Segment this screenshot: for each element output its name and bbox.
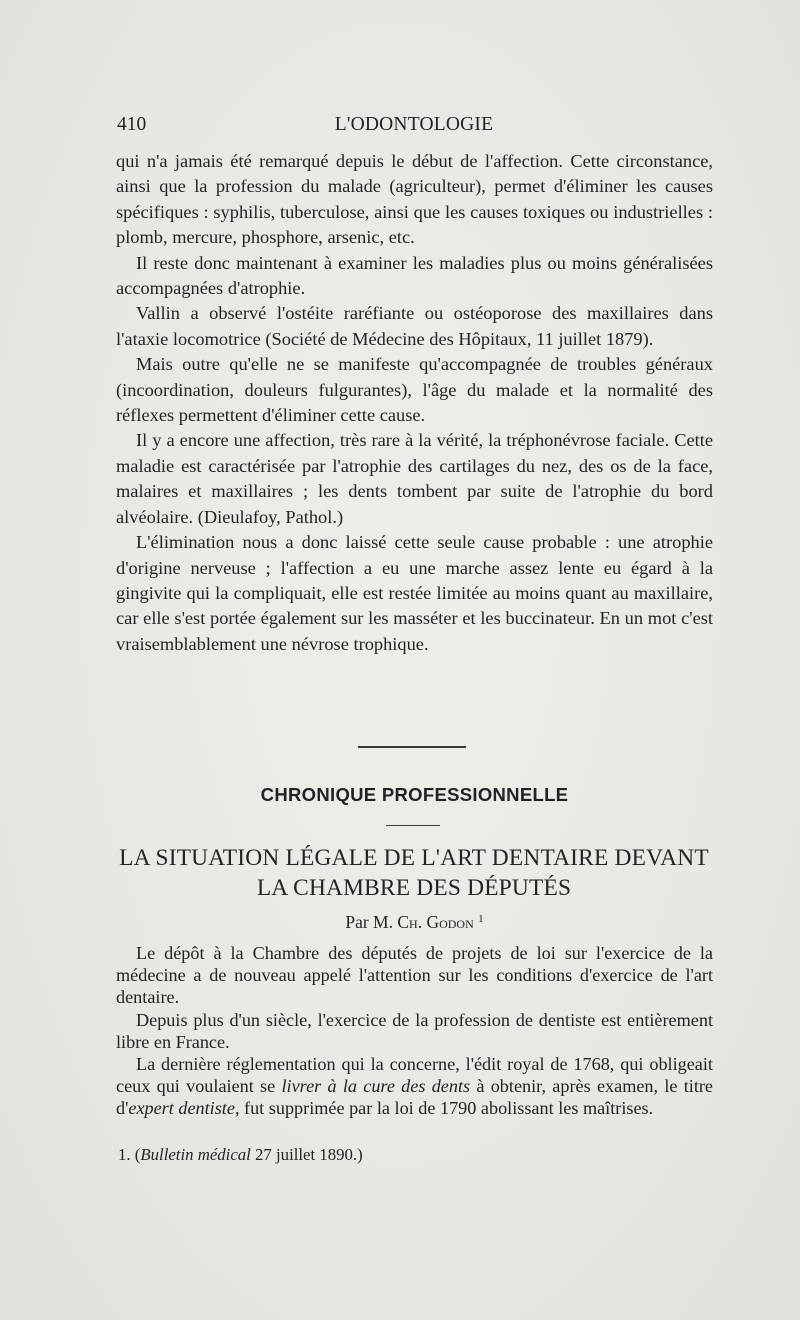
- paragraph: Le dépôt à la Chambre des députés de projets de loi sur l'exercice de la médecine a de nouveau appelé l'attention sur les conditions d'exercice de l'art dentaire.: [116, 943, 713, 1008]
- text-run: La dernière réglementation qui la concerne, l'édit royal de 1768, qui obligeait ceux qui voulaient se: [116, 1054, 713, 1097]
- text-run: à obtenir, après examen, le titre d': [116, 1076, 714, 1119]
- section-heading: CHRONIQUE PROFESSIONNELLE: [260, 784, 569, 805]
- section-divider: [358, 746, 466, 748]
- author-name: Ch. Godon: [397, 912, 474, 932]
- footnote-date: 27 juillet 1890.): [250, 1145, 363, 1164]
- article-title-line-2: LA CHAMBRE DES DÉPUTÉS: [256, 875, 572, 901]
- page-header: [117, 114, 711, 140]
- article-title: [110, 843, 718, 903]
- heading-divider: [386, 825, 440, 826]
- footnote-open: (: [134, 1145, 141, 1164]
- byline: [116, 912, 713, 933]
- article-title-line-1: LA SITUATION LÉGALE DE L'ART DENTAIRE DEVANT: [119, 845, 709, 871]
- footnote-number: 1.: [118, 1145, 131, 1164]
- paragraph: Depuis plus d'un siècle, l'exercice de la profession de dentiste est entièrement libre en France.: [116, 1009, 713, 1052]
- paragraph: L'élimination nous a donc laissé cette seule cause probable : une atrophie d'origine nerveuse ; l'affection a eu une marche assez lente eu égard à la gingivite qui la compliquait, elle est restée limitée au moins quant au maxillaire, car elle s'est portée également sur les masséter et les buccinateur. En un mot c'est vraisemblablement une névrose trophique.: [116, 532, 713, 654]
- paragraph: Il reste donc maintenant à examiner les maladies plus ou moins généralisées accompagnées d'atrophie.: [116, 252, 713, 299]
- paragraph: [116, 1053, 713, 1120]
- page-number: 410: [117, 114, 147, 135]
- footnote: [118, 1145, 363, 1165]
- italic-phrase: expert dentiste: [128, 1098, 235, 1119]
- footnote-source: Bulletin médical: [140, 1145, 251, 1164]
- running-title: L'ODONTOLOGIE: [334, 114, 494, 135]
- byline-prefix: Par M.: [345, 912, 398, 932]
- main-text: [116, 149, 713, 657]
- paragraph: Mais outre qu'elle ne se manifeste qu'accompagnée de troubles généraux (incoordination, douleurs fulgurantes), l'âge du malade et la normalité des réflexes permettent d'éliminer cette cause.: [116, 354, 713, 426]
- italic-phrase: livrer à la cure des dents: [281, 1076, 471, 1097]
- footnote-marker: 1: [478, 913, 484, 925]
- paragraph: Vallin a observé l'ostéite raréfiante ou ostéoporose des maxillaires dans l'ataxie locomotrice (Société de Médecine des Hôpitaux, 11 juillet 1879).: [116, 303, 713, 349]
- text-run: , fut supprimée par la loi de 1790 abolissant les maîtrises.: [234, 1098, 654, 1119]
- paragraph: qui n'a jamais été remarqué depuis le début de l'affection. Cette circonstance, ainsi que la profession du malade (agriculteur), permet d'éliminer les causes spécifiques : syphilis, tuberculose, ainsi que les causes toxiques ou industrielles : plomb, mercure, phosphore, arsenic, etc.: [116, 151, 713, 248]
- article-text: [116, 942, 713, 1120]
- paragraph: Il y a encore une affection, très rare à la vérité, la tréphonévrose faciale. Cette maladie est caractérisée par l'atrophie des cartilages du nez, des os de la face, malaires et maxillaires ; les dents tombent par suite de l'atrophie du bord alvéolaire. (Dieulafoy, Pathol.): [116, 430, 713, 527]
